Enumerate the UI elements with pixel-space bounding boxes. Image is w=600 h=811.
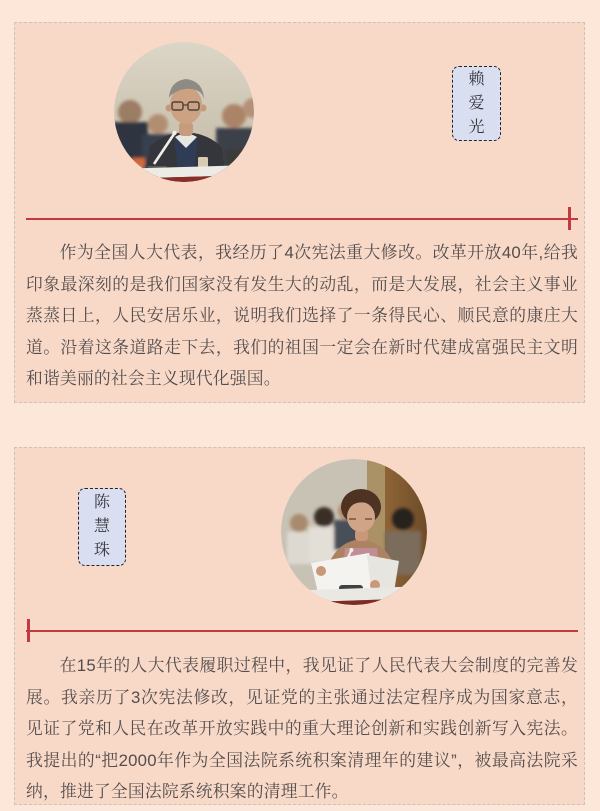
name-char: 光 <box>468 118 485 136</box>
name-char: 慧 <box>93 518 110 535</box>
name-char: 赖 <box>468 70 485 88</box>
quote-text-chen-huizhu: 在15年的人大代表履职过程中，我见证了人民代表大会制度的完善发展。我亲历了3次宪法修改，见证党的主张通过法定程序成为国家意志，见证了党和人民在改革开放实践中的重大理论创新和实践创新写入宪法。我提出的“把2000年作为全国法院系统积案清理年的建议”，被最高法院采纳，推进了全国法院系统积案的清理工作。 <box>26 656 578 801</box>
name-char: 珠 <box>93 542 110 559</box>
name-char: 陈 <box>93 494 110 511</box>
delegate-card-chen-huizhu <box>14 447 585 805</box>
name-tag-chen-huizhu <box>78 488 126 566</box>
divider-rule <box>26 207 578 231</box>
name-tag-lai-aiguang <box>452 66 501 141</box>
quote-text-lai-aiguang: 作为全国人大代表，我经历了4次宪法重大修改。改革开放40年,给我印象最深刻的是我们国家没有发生大的动乱，而是大发展，社会主义事业蒸蒸日上，人民安居乐业，说明我们选择了一条得民心、顺民意的康庄大道。沿着这条道路走下去，我们的祖国一定会在新时代建成富强民主文明和谐美丽的社会主义现代化强国。 <box>26 243 578 388</box>
divider-tick <box>27 619 30 642</box>
divider-rule <box>26 619 578 643</box>
name-char: 爱 <box>468 94 485 112</box>
divider-line <box>26 630 578 632</box>
meeting-photo-illustration <box>114 42 254 182</box>
divider-tick <box>568 207 571 230</box>
delegate-photo-chen-huizhu <box>281 459 427 605</box>
delegate-photo-lai-aiguang <box>114 42 254 182</box>
delegate-card-lai-aiguang <box>14 22 585 403</box>
meeting-photo-illustration <box>281 459 427 605</box>
divider-line <box>26 218 578 220</box>
